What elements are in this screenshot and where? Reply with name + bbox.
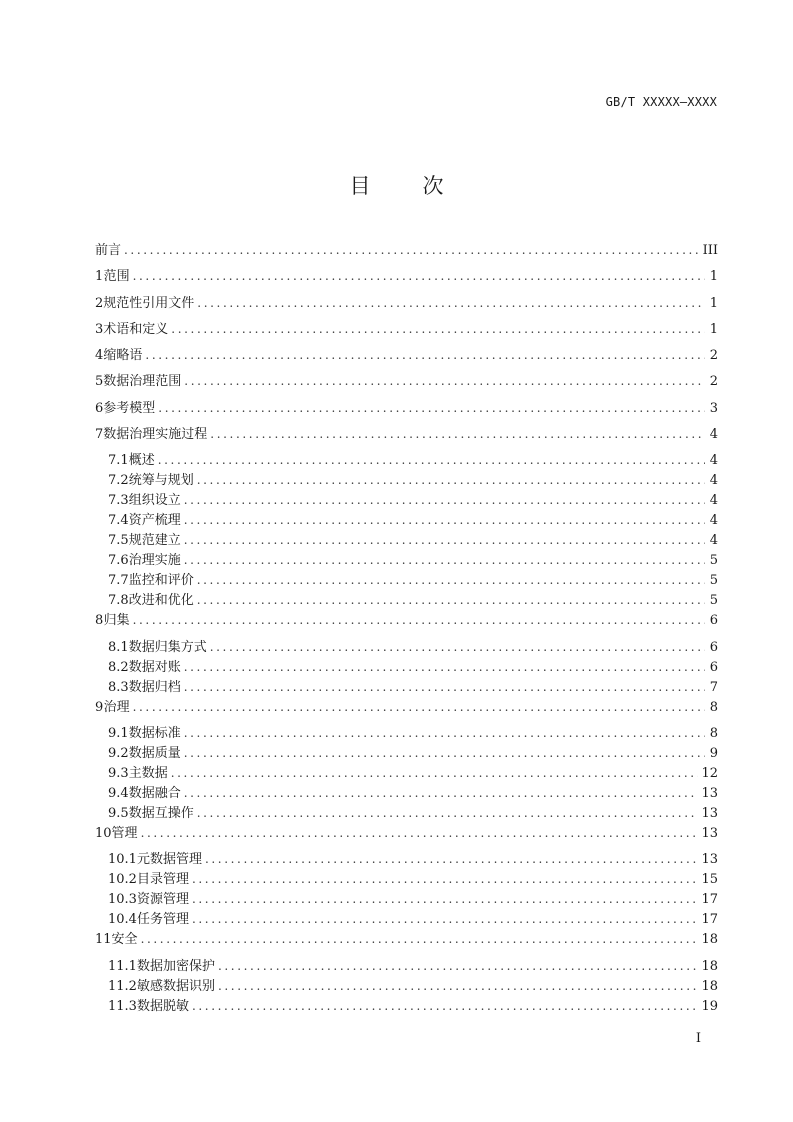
toc-entry-label: 敏感数据识别	[136, 978, 215, 994]
toc-entry-section[interactable]	[95, 783, 718, 803]
toc-entry-page: 8	[709, 725, 718, 741]
toc-entry-page: III	[702, 243, 718, 258]
toc-entry-number: 8	[95, 613, 104, 629]
toc-entry-label: 主数据	[128, 765, 168, 781]
toc-entry-number: 9.5	[108, 805, 129, 821]
toc-entry-section[interactable]	[95, 763, 718, 783]
toc-entry-section[interactable]	[95, 677, 718, 697]
toc-entry-number: 9.1	[108, 725, 129, 741]
toc-entry-page: 1	[709, 295, 718, 311]
toc-entry-page: 18	[701, 958, 718, 974]
toc-entry-chapter[interactable]	[95, 697, 718, 723]
dot-leader	[141, 823, 699, 843]
toc-entry-number: 9.4	[108, 785, 129, 801]
dot-leader	[197, 803, 699, 823]
dot-leader	[133, 266, 705, 286]
toc-entry-label: 统筹与规划	[128, 473, 194, 489]
toc-entry-chapter[interactable]	[95, 610, 718, 636]
toc-entry-label: 治理实施	[128, 553, 181, 569]
toc-entry-chapter[interactable]	[95, 266, 718, 292]
dot-leader	[197, 590, 705, 610]
dot-leader	[184, 743, 705, 763]
dot-leader	[192, 909, 698, 929]
toc-entry-number: 7.2	[108, 473, 129, 489]
toc-entry-page: 13	[701, 825, 718, 841]
dot-leader	[133, 697, 705, 717]
toc-entry-page: 8	[709, 699, 718, 715]
toc-entry-label: 数据质量	[128, 745, 181, 761]
toc-entry-number: 8.1	[108, 639, 129, 655]
dot-leader	[184, 783, 699, 803]
toc-entry-page: 12	[701, 765, 718, 781]
dot-leader	[184, 510, 705, 530]
toc-entry-number: 11.3	[108, 998, 137, 1014]
toc-entry-section[interactable]	[95, 869, 718, 889]
toc-entry-label: 数据对账	[128, 659, 181, 675]
dot-leader	[184, 490, 705, 510]
toc-entry-number: 11.2	[108, 978, 137, 994]
document-code: GB/T XXXXX—XXXX	[605, 95, 717, 109]
dot-leader	[171, 319, 705, 339]
toc-entry-section[interactable]	[95, 570, 718, 590]
toc-entry-page: 7	[709, 679, 718, 695]
toc-entry-number: 5	[95, 374, 104, 390]
dot-leader	[197, 470, 705, 490]
toc-entry-label: 数据加密保护	[136, 958, 215, 974]
toc-entry-section[interactable]	[95, 550, 718, 570]
toc-entry-label: 资产梳理	[128, 513, 181, 529]
toc-entry-label: 数据互操作	[128, 805, 194, 821]
toc-entry-label: 数据融合	[128, 785, 181, 801]
toc-entry-chapter[interactable]	[95, 319, 718, 345]
toc-entry-number: 10.3	[108, 892, 137, 908]
toc-entry-section[interactable]	[95, 590, 718, 610]
dot-leader	[192, 889, 698, 909]
toc-entry-chapter[interactable]	[95, 293, 718, 319]
toc-entry-page: 13	[701, 805, 718, 821]
toc-entry-section[interactable]	[95, 490, 718, 510]
toc-entry-number: 7.3	[108, 493, 129, 509]
toc-entry-page: 1	[709, 269, 718, 285]
toc-entry-number: 10.1	[108, 852, 137, 868]
toc-entry-label: 归集	[103, 613, 130, 629]
toc-entry-page: 4	[709, 533, 718, 549]
toc-entry-label: 数据归集方式	[128, 639, 207, 655]
dot-leader	[197, 293, 705, 313]
toc-entry-section[interactable]	[95, 510, 718, 530]
toc-entry-number: 7	[95, 427, 104, 443]
toc-entry-number: 7.8	[108, 593, 129, 609]
toc-entry-label: 安全	[111, 932, 138, 948]
toc-entry-label: 监控和评价	[128, 573, 194, 589]
dot-leader	[184, 723, 705, 743]
toc-entry-page: 18	[701, 978, 718, 994]
toc-entry-page: 19	[701, 998, 718, 1014]
toc-entry-number: 1	[95, 269, 104, 285]
toc-title-char-2: 次	[422, 174, 444, 198]
toc-entry-page: 17	[701, 912, 718, 928]
toc-entry-label: 规范性引用文件	[103, 295, 195, 311]
toc-entry-page: 3	[709, 400, 718, 416]
toc-entry-page: 13	[701, 852, 718, 868]
toc-entry-section[interactable]	[95, 849, 718, 869]
toc-entry-label: 参考模型	[103, 400, 156, 416]
toc-entry-chapter[interactable]	[95, 345, 718, 371]
dot-leader	[141, 929, 699, 949]
toc-entry-chapter[interactable]	[95, 929, 718, 955]
dot-leader	[133, 610, 705, 630]
toc-title-char-1: 目	[349, 174, 371, 198]
toc-entry-section[interactable]	[95, 657, 718, 677]
toc-entry-label: 缩略语	[103, 348, 143, 364]
toc-entry-number: 9	[95, 699, 104, 715]
toc-entry-label: 管理	[111, 825, 138, 841]
toc-entry-label: 元数据管理	[136, 852, 202, 868]
dot-leader	[184, 371, 705, 391]
toc-entry-label: 治理	[103, 699, 130, 715]
toc-entry-chapter[interactable]	[95, 823, 718, 849]
toc-entry-page: 13	[701, 785, 718, 801]
toc-entry-page: 4	[709, 427, 718, 443]
toc-entry-number: 3	[95, 321, 104, 337]
toc-entry-page: 2	[709, 374, 718, 390]
toc-entry-number: 8.2	[108, 659, 129, 675]
toc-entry-number: 4	[95, 348, 104, 364]
toc-entry-page: 6	[709, 639, 718, 655]
dot-leader	[210, 637, 705, 657]
toc-entry-number: 7.4	[108, 513, 129, 529]
toc-entry-chapter[interactable]	[95, 240, 718, 266]
toc-entry-label: 目录管理	[136, 872, 189, 888]
toc-entry-chapter[interactable]	[95, 371, 718, 397]
dot-leader	[184, 550, 705, 570]
toc-entry-page: 4	[709, 493, 718, 509]
dot-leader	[171, 763, 699, 783]
dot-leader	[184, 657, 705, 677]
toc-entry-label: 任务管理	[136, 912, 189, 928]
dot-leader	[218, 976, 698, 996]
toc-entry-number: 11	[95, 932, 112, 948]
toc-entry-label: 组织设立	[128, 493, 181, 509]
toc-entry-section[interactable]	[95, 450, 718, 470]
toc-entry-page: 2	[709, 348, 718, 364]
toc-entry-number: 10.2	[108, 872, 137, 888]
toc-entry-page: 1	[709, 321, 718, 337]
toc-entry-number: 7.6	[108, 553, 129, 569]
toc-entry-page: 5	[709, 573, 718, 589]
dot-leader	[218, 956, 698, 976]
toc-entry-section[interactable]	[95, 976, 718, 996]
toc-entry-number: 2	[95, 295, 104, 311]
toc-entry-number: 6	[95, 400, 104, 416]
toc-entry-section[interactable]	[95, 909, 718, 929]
toc-entry-chapter[interactable]	[95, 398, 718, 424]
toc-entry-page: 4	[709, 473, 718, 489]
toc-entry-label: 数据标准	[128, 725, 181, 741]
toc-entry-page: 5	[709, 593, 718, 609]
toc-entry-page: 6	[709, 613, 718, 629]
toc-entry-number: 9.3	[108, 765, 129, 781]
toc-entry-section[interactable]	[95, 723, 718, 743]
toc-entry-label: 数据脱敏	[136, 998, 189, 1014]
toc-entry-label: 范围	[103, 269, 130, 285]
toc-entry-number: 8.3	[108, 679, 129, 695]
toc-entry-page: 15	[701, 872, 718, 888]
toc-entry-number: 7.1	[108, 453, 129, 469]
toc-entry-label: 数据治理实施过程	[103, 427, 208, 443]
toc-entry-label: 概述	[128, 453, 155, 469]
toc-entry-section[interactable]	[95, 996, 718, 1016]
dot-leader	[192, 869, 698, 889]
dot-leader	[197, 570, 705, 590]
toc-entry-number: 7.7	[108, 573, 129, 589]
toc-entry-section[interactable]	[95, 956, 718, 976]
toc-entry-page: 6	[709, 659, 718, 675]
toc-entry-number: 11.1	[108, 958, 137, 974]
toc-entry-label: 数据治理范围	[103, 374, 182, 390]
toc-entry-section[interactable]	[95, 889, 718, 909]
toc-entry-page: 4	[709, 513, 718, 529]
toc-entry-label: 数据归档	[128, 679, 181, 695]
toc-entry-section[interactable]	[95, 470, 718, 490]
toc-entry-number: 9.2	[108, 745, 129, 761]
dot-leader	[192, 996, 698, 1016]
toc-entry-section[interactable]	[95, 530, 718, 550]
toc-entry-number: 7.5	[108, 533, 129, 549]
toc-entry-label: 术语和定义	[103, 321, 169, 337]
toc-entry-label: 改进和优化	[128, 593, 194, 609]
toc-entry-label: 资源管理	[136, 892, 189, 908]
dot-leader	[210, 424, 705, 444]
toc-entry-section[interactable]	[95, 637, 718, 657]
dot-leader	[205, 849, 698, 869]
dot-leader	[184, 530, 705, 550]
toc-entry-page: 4	[709, 453, 718, 469]
table-of-contents	[95, 240, 718, 1016]
toc-entry-label: 规范建立	[128, 533, 181, 549]
toc-entry-label: 前言	[95, 243, 122, 258]
toc-entry-section[interactable]	[95, 803, 718, 823]
toc-entry-chapter[interactable]	[95, 424, 718, 450]
toc-entry-number: 10.4	[108, 912, 137, 928]
toc-entry-page: 9	[709, 745, 718, 761]
toc-entry-page: 17	[701, 892, 718, 908]
toc-entry-section[interactable]	[95, 743, 718, 763]
page-number: I	[695, 1031, 701, 1046]
dot-leader	[158, 398, 705, 418]
dot-leader	[158, 450, 705, 470]
dot-leader	[184, 677, 705, 697]
dot-leader	[145, 345, 705, 365]
toc-entry-number: 10	[95, 825, 112, 841]
toc-entry-page: 5	[709, 553, 718, 569]
dot-leader	[124, 240, 700, 260]
toc-title	[0, 170, 793, 200]
toc-entry-page: 18	[701, 932, 718, 948]
